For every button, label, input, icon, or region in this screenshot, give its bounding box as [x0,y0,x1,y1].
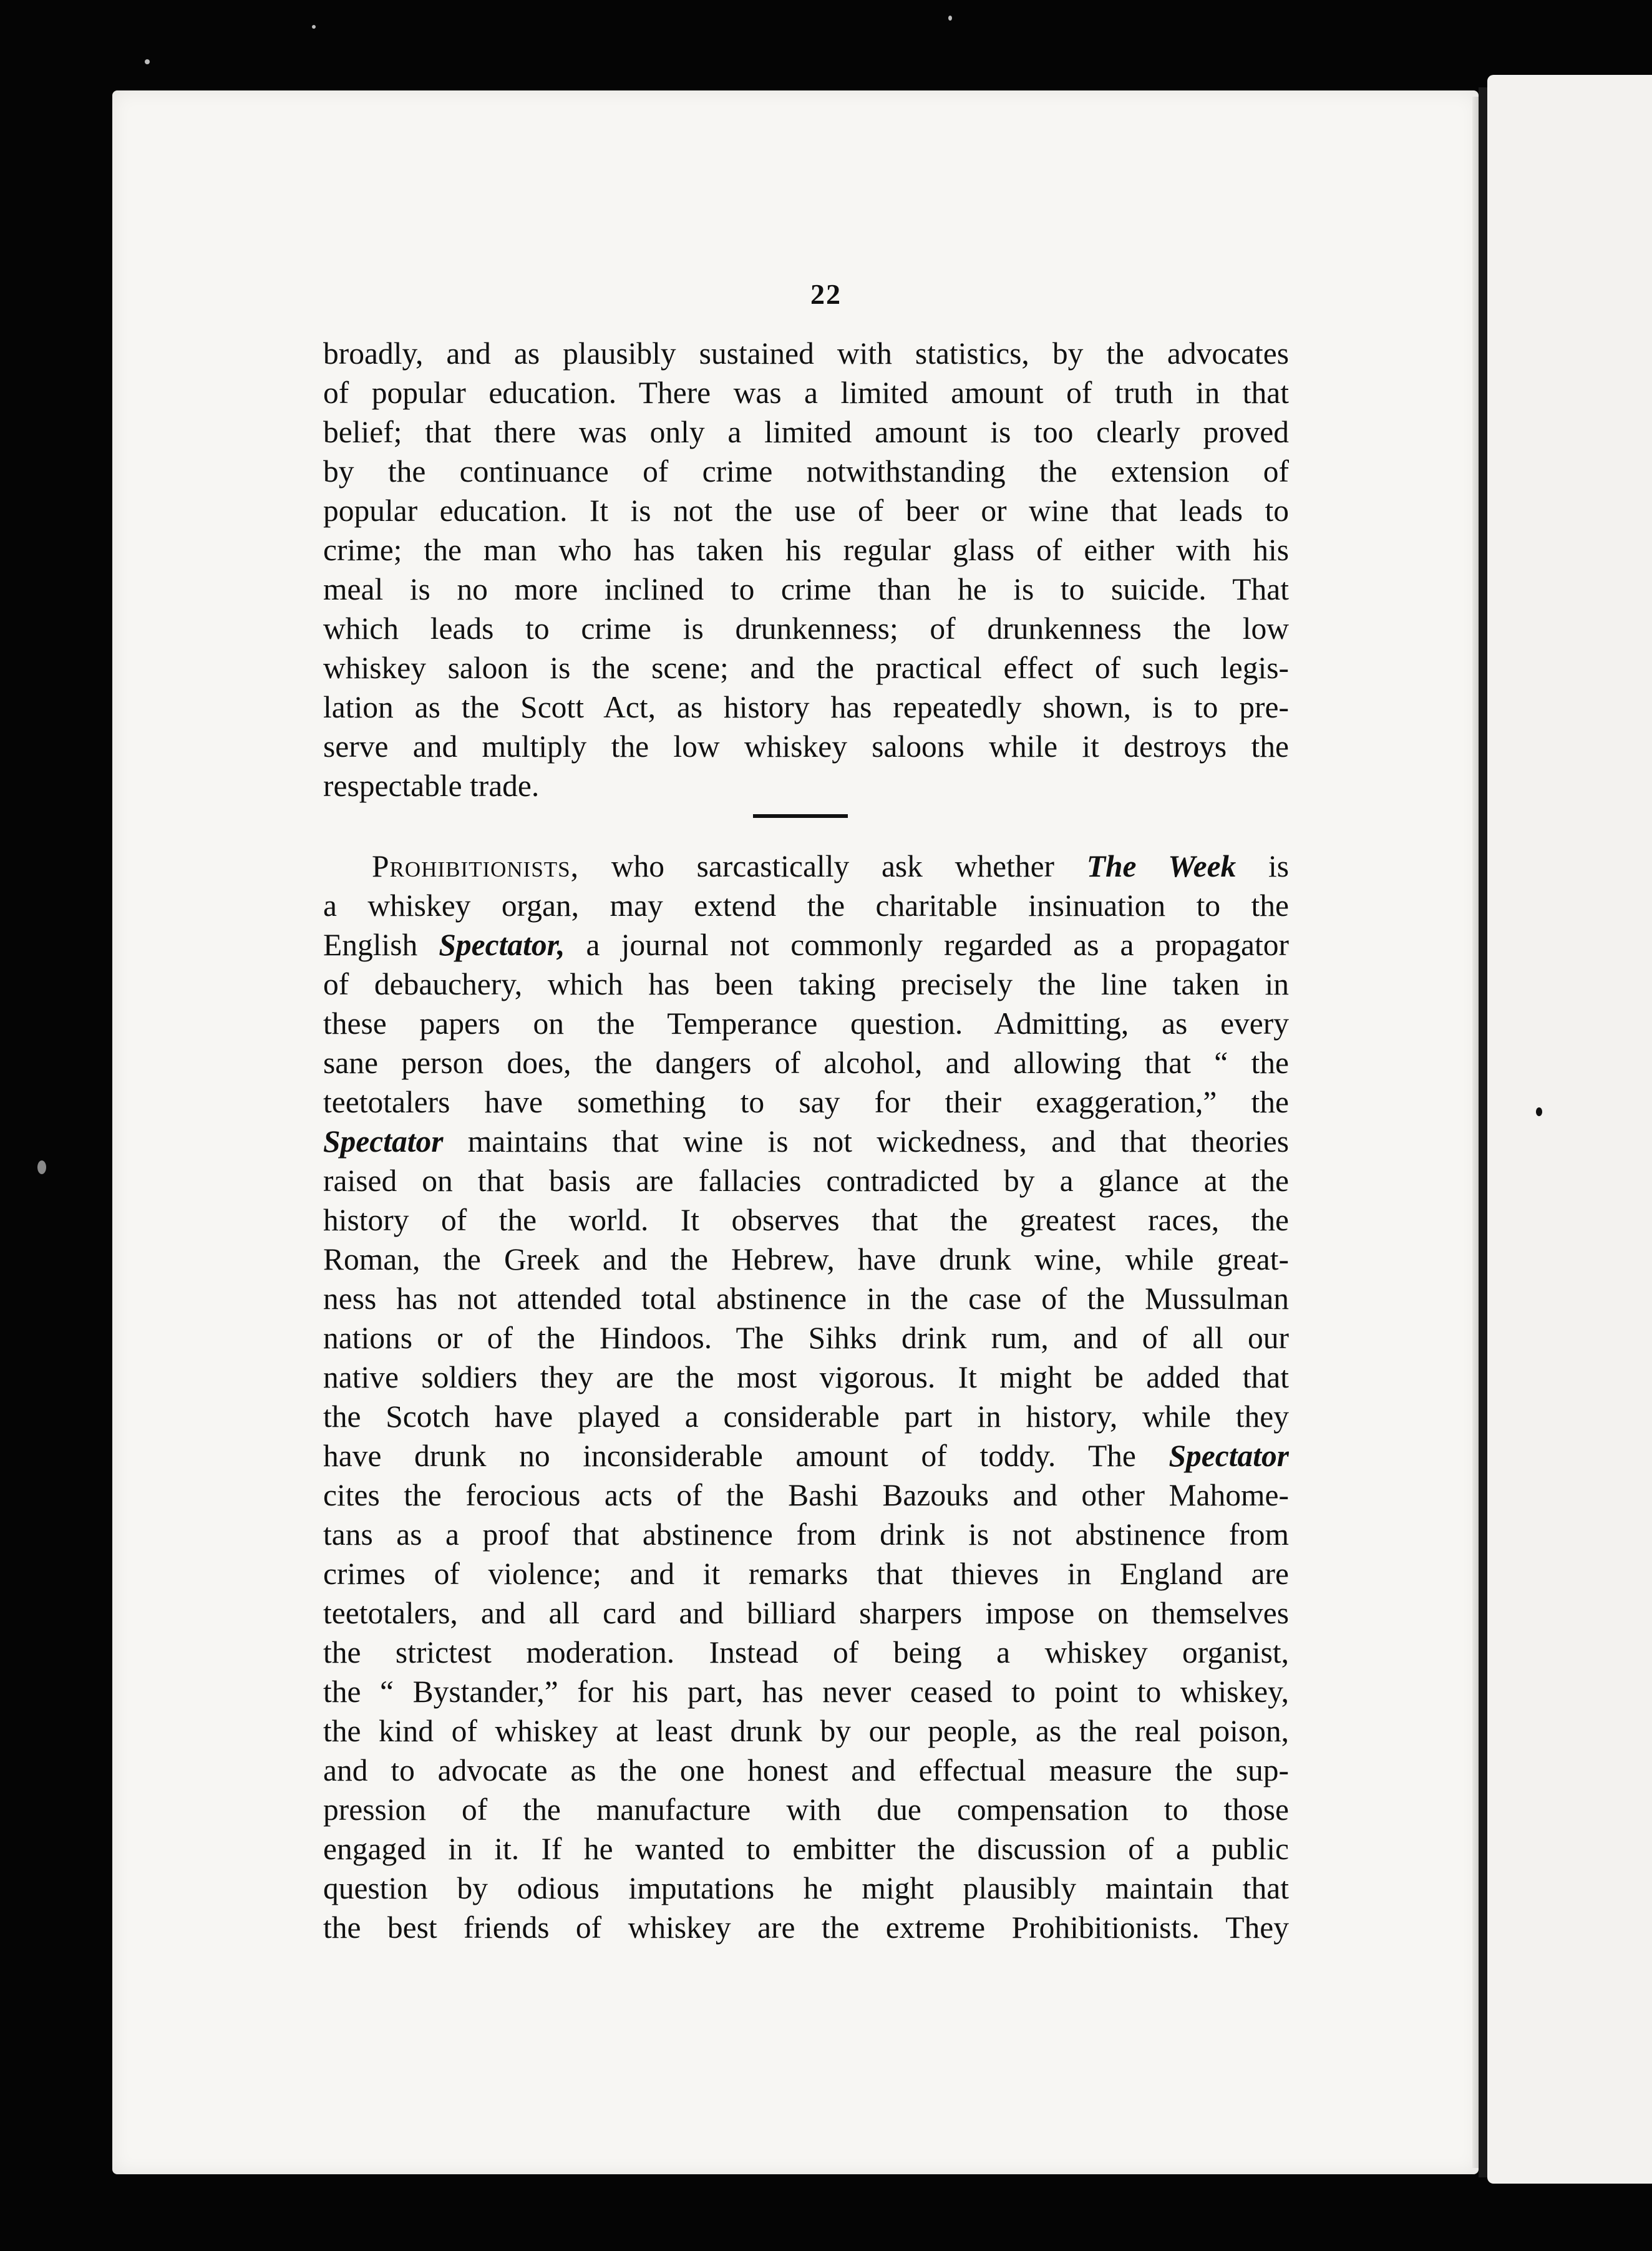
text-run: who sarcastically ask whether [579,849,1087,883]
next-page-edge [1487,75,1652,2184]
text-line: whiskey saloon is the scene; and the practical effect of such legis- [323,651,1289,685]
scan-speck [145,59,150,64]
text-line: sane person does, the dangers of alcohol, and allowing that “ the [323,1046,1289,1080]
text-line: the “ Bystander,” for his part, has never ceased to point to whiskey, [323,1675,1289,1709]
text-line: pression of the manufacture with due compensation to those [323,1792,1289,1827]
scan-speck [37,1160,46,1174]
italic-title: Spectator, [439,928,565,962]
text-line: a whiskey organ, may extend the charitable insinuation to the [323,888,1289,923]
text-line: cites the ferocious acts of the Bashi Bazouks and other Mahome- [323,1478,1289,1512]
text-line [323,847,1289,886]
page-number: 22 [810,278,842,310]
paragraph-prohibitionists [323,847,1289,1947]
text-line: the strictest moderation. Instead of being a whiskey organist, [323,1635,1289,1670]
text-line: tans as a proof that abstinence from drink is not abstinence from [323,1517,1289,1552]
text-line: by the continuance of crime notwithstanding the extension of [323,454,1289,489]
section-divider [753,814,848,818]
text-line: the best friends of whiskey are the extreme Prohibitionists. They [323,1910,1289,1945]
scan-speck [1536,1107,1542,1116]
text-line: lation as the Scott Act, as history has repeatedly shown, is to pre- [323,690,1289,724]
text-line [323,925,1289,965]
text-line: of popular education. There was a limited amount of truth in that [323,376,1289,410]
page-gutter [1479,87,1487,2177]
italic-title: Spectator [1169,1439,1289,1473]
text-line: question by odious imputations he might plausibly maintain that [323,1871,1289,1905]
text-line: respectable trade. [323,769,540,803]
text-line: popular education. It is not the use of beer or wine that leads to [323,493,1289,528]
text-line: teetotalers have something to say for their exaggeration,” the [323,1085,1289,1119]
text-run: English [323,928,439,962]
text-line [323,1122,1289,1161]
text-line: teetotalers, and all card and billiard sharpers impose on themselves [323,1596,1289,1630]
text-line: which leads to crime is drunkenness; of drunkenness the low [323,611,1289,646]
text-line: these papers on the Temperance question. Admitting, as every [323,1006,1289,1041]
text-line: broadly, and as plausibly sustained with statistics, by the advocates [323,336,1289,371]
text-line: crime; the man who has taken his regular glass of either with his [323,533,1289,567]
italic-title: The Week [1086,849,1237,883]
lead-smallcaps: Prohibitionists, [372,849,580,883]
text-line: of debauchery, which has been taking precisely the line taken in [323,967,1289,1001]
text-line: engaged in it. If he wanted to embitter the discussion of a public [323,1832,1289,1866]
text-line: and to advocate as the one honest and effectual measure the sup- [323,1753,1289,1787]
text-run: is [1236,849,1289,883]
scan-speck [948,16,952,21]
text-line: crimes of violence; and it remarks that thieves in England are [323,1557,1289,1591]
text-line: ness has not attended total abstinence in the case of the Mussulman [323,1281,1289,1316]
text-line: the kind of whiskey at least drunk by our people, as the real poison, [323,1714,1289,1748]
paragraph-continued [323,334,1289,805]
text-line: raised on that basis are fallacies contradicted by a glance at the [323,1164,1289,1198]
text-line: meal is no more inclined to crime than he is to suicide. That [323,572,1289,606]
text-line: Roman, the Greek and the Hebrew, have drunk wine, while great- [323,1242,1289,1276]
text-run: a journal not commonly regarded as a propagator [565,928,1289,962]
italic-title: Spectator [323,1124,444,1159]
scan-speck [312,25,316,29]
text-run: maintains that wine is not wickedness, and that theories [443,1124,1289,1159]
text-line: nations or of the Hindoos. The Sihks drink rum, and of all our [323,1321,1289,1355]
text-line [323,1436,1289,1476]
text-line: history of the world. It observes that the greatest races, the [323,1203,1289,1237]
text-line: belief; that there was only a limited amount is too clearly proved [323,415,1289,449]
page-curl-shadow [1472,97,1479,2168]
text-line: the Scotch have played a considerable part in history, while they [323,1399,1289,1434]
text-line: serve and multiply the low whiskey saloons while it destroys the [323,729,1289,764]
text-line: native soldiers they are the most vigorous. It might be added that [323,1360,1289,1394]
text-run: have drunk no inconsiderable amount of toddy. The [323,1439,1169,1473]
